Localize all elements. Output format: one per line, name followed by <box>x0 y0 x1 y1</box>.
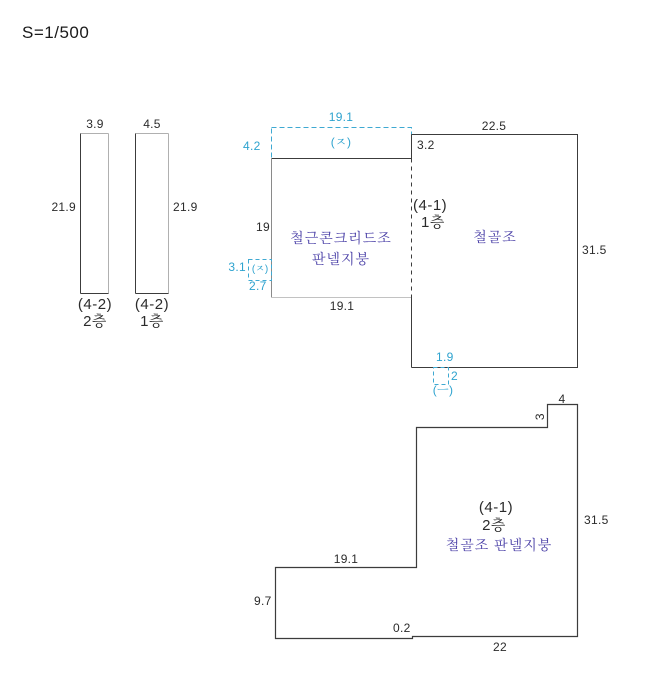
steel-part-outline <box>412 135 578 368</box>
dim-2fplan-side: 31.5 <box>584 513 609 527</box>
dim-concrete-side: 19 <box>256 220 270 234</box>
mark-annex-left: (ㅈ) <box>251 264 269 275</box>
parcel-label-4-2-2f: (4-2) <box>77 296 113 313</box>
parcel-label-4-1-1f: (4-1) <box>413 197 448 214</box>
scale-title: S=1/500 <box>22 23 90 42</box>
parcel-label-4-1-2f: (4-1) <box>478 499 514 516</box>
dim-notch-side: 3 <box>532 413 547 421</box>
material-concrete-line1: 철근콘크리드조 <box>290 230 392 246</box>
dim-steel-offset: 3.2 <box>417 138 435 152</box>
dim-1f-side: 21.9 <box>173 200 198 214</box>
dim-2fplan-bottom: 22 <box>493 640 507 654</box>
dim-steel-side: 31.5 <box>582 243 607 257</box>
dim-1f-top: 4.5 <box>143 117 161 131</box>
dim-annex-left-width: 2.7 <box>249 279 267 293</box>
dim-annex-top-width: 19.1 <box>328 110 354 124</box>
dim-annex-bottom-width: 1.9 <box>436 350 454 364</box>
dim-2fplan-left: 9.7 <box>254 594 272 608</box>
elevation-strip-2f-outline <box>81 134 109 294</box>
dim-concrete-bottom: 19.1 <box>329 299 355 313</box>
parcel-label-4-2-1f: (4-2) <box>134 296 170 313</box>
floor-label-2f: 2층 <box>83 313 107 330</box>
material-steel-1f: 철골조 <box>473 229 517 245</box>
dim-2f-side: 21.9 <box>51 200 76 214</box>
mark-annex-bottom: (ㅡ) <box>432 383 454 397</box>
annex-bottom-dashed-box <box>434 368 449 385</box>
material-concrete-line2: 판넬지붕 <box>311 251 371 267</box>
concrete-part-outline <box>272 159 412 298</box>
elevation-strip-1f-outline <box>136 134 169 294</box>
material-steel-2f: 철골조 판넬지붕 <box>445 537 553 553</box>
dim-annex-left-height: 3.1 <box>228 260 246 274</box>
dim-notch-top: 4 <box>558 392 566 406</box>
second-floor-outline <box>276 405 578 639</box>
dim-annex-top-height: 4.2 <box>243 139 261 153</box>
floor-label-4-1-1f: 1층 <box>421 214 445 231</box>
mark-annex-top: (ㅈ) <box>330 135 352 149</box>
floor-label-1f: 1층 <box>140 313 164 330</box>
dim-2fplan-step: 19.1 <box>333 552 359 566</box>
floor-label-4-1-2f: 2층 <box>482 517 506 534</box>
dim-steel-top: 22.5 <box>481 119 507 133</box>
dim-annex-bottom-height: 2 <box>451 369 458 383</box>
dim-2f-top: 3.9 <box>86 117 104 131</box>
dim-2fplan-jog: 0.2 <box>393 621 411 635</box>
